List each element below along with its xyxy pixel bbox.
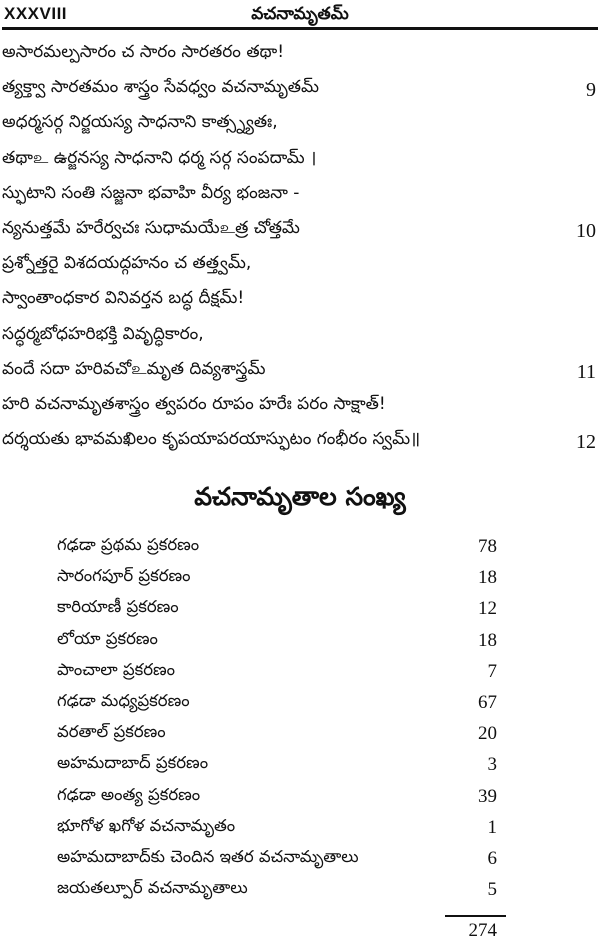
verse-line	[0, 38, 600, 73]
verse-line	[0, 179, 600, 214]
count-table	[0, 530, 600, 904]
header-rule	[2, 27, 598, 30]
table-row	[0, 686, 600, 717]
verse-line	[0, 249, 600, 284]
row-label: భూగోళ ఖగోళ వచనామృతం	[57, 815, 236, 835]
total-count: 274	[468, 920, 497, 941]
row-count: 5	[487, 879, 497, 901]
table-row	[0, 873, 600, 904]
verse-text: స్ఫుటాని సంతి సజ్జనా భవాహి వీర్య భంజనా -	[2, 182, 300, 203]
row-count: 7	[487, 660, 497, 682]
row-label: పాంచాలా ప్రకరణం	[57, 659, 176, 679]
verse-line	[0, 425, 600, 460]
row-count: 12	[478, 598, 497, 620]
table-row	[0, 811, 600, 842]
verse-line	[0, 390, 600, 425]
verse-line	[0, 73, 600, 108]
section-title: వచనామృతాల సంఖ్య	[194, 482, 406, 511]
row-count: 18	[478, 629, 497, 651]
total-rule	[445, 915, 506, 917]
row-label: గఢడా అంత్య ప్రకరణం	[57, 784, 201, 804]
row-label: సారంగపూర్ ప్రకరణం	[57, 566, 191, 586]
verse-text: అసారమల్పసారం చ సారం సారతరం తథా!	[2, 42, 285, 62]
row-count: 6	[487, 847, 497, 869]
verse-number: 10	[576, 219, 596, 242]
verse-block	[0, 38, 600, 460]
page-header	[0, 0, 600, 28]
table-row	[0, 561, 600, 592]
row-label: లోయా ప్రకరణం	[57, 628, 158, 648]
row-count: 1	[487, 816, 497, 838]
table-row	[0, 655, 600, 686]
verse-text: వందే సదా హరివచోஉమృత దివ్యశాస్త్రమ్	[2, 358, 266, 379]
row-label: అహమదాబాద్ ప్రకరణం	[57, 753, 209, 773]
row-count: 20	[478, 723, 497, 745]
verse-line	[0, 320, 600, 355]
page-number: XXXVIII	[4, 4, 68, 23]
verse-line	[0, 144, 600, 179]
verse-number: 11	[576, 360, 596, 383]
verse-text: అధర్మసర్గ నిర్జయస్య సాధనాని కాత్స్న్యతః,	[2, 112, 278, 133]
verse-text: న్యనుత్తమే హరేర్వచః సుధామయేஉత్ర చోత్తమే	[2, 217, 300, 238]
row-label: కారియాణీ ప్రకరణం	[57, 597, 179, 617]
row-label: గఢడా మధ్యప్రకరణం	[57, 690, 190, 710]
verse-number: 9	[586, 79, 596, 102]
row-label: అహమదాబాద్‌కు చెందిన ఇతర వచనామృతాలు	[57, 846, 359, 866]
row-count: 39	[478, 785, 497, 807]
verse-line	[0, 108, 600, 143]
verse-line	[0, 355, 600, 390]
verse-text: తథాஉ ఉర్జనస్య సాధనాని ధర్మ సర్గ సంపదామ్ ।	[2, 147, 317, 168]
row-count: 67	[478, 691, 497, 713]
row-count: 18	[478, 567, 497, 589]
verse-text: ప్రశ్నోత్తరై విశదయద్గహనం చ తత్త్వమ్,	[2, 253, 252, 274]
verse-text: స్వాంతాంధకార వినివర్తన బద్ధ దీక్షమ్!	[2, 288, 245, 309]
verse-line	[0, 284, 600, 319]
running-title: వచనామృతమ్	[251, 4, 349, 24]
table-row	[0, 592, 600, 623]
verse-text: సద్ధర్మబోధహరిభక్తి వివృద్ధికారం,	[2, 323, 204, 344]
verse-number: 12	[576, 431, 596, 454]
row-count: 78	[478, 536, 497, 557]
table-row	[0, 624, 600, 655]
table-row	[0, 748, 600, 779]
verse-text: త్యక్త్వా సారతమం శాస్త్రం సేవధ్వం వచనామృతమ్	[2, 77, 319, 98]
table-row	[0, 842, 600, 873]
table-row	[0, 780, 600, 811]
verse-line	[0, 214, 600, 249]
row-count: 3	[487, 754, 497, 776]
row-label: గఢడా ప్రథమ ప్రకరణం	[57, 535, 200, 554]
row-label: వరతాల్ ప్రకరణం	[57, 722, 166, 742]
verse-text: దర్శయతు భావమఖిలం కృపయాపరయాస్ఫుటం గంభీరం స్వమ్॥	[2, 429, 421, 450]
verse-text: హరి వచనామృతశాస్త్రం త్వపరం రూపం హరేః పరం సాక్షాత్!	[2, 393, 386, 414]
table-row	[0, 530, 600, 561]
row-label: జయతల్పూర్ వచనామృతాలు	[57, 878, 248, 898]
table-row	[0, 717, 600, 748]
